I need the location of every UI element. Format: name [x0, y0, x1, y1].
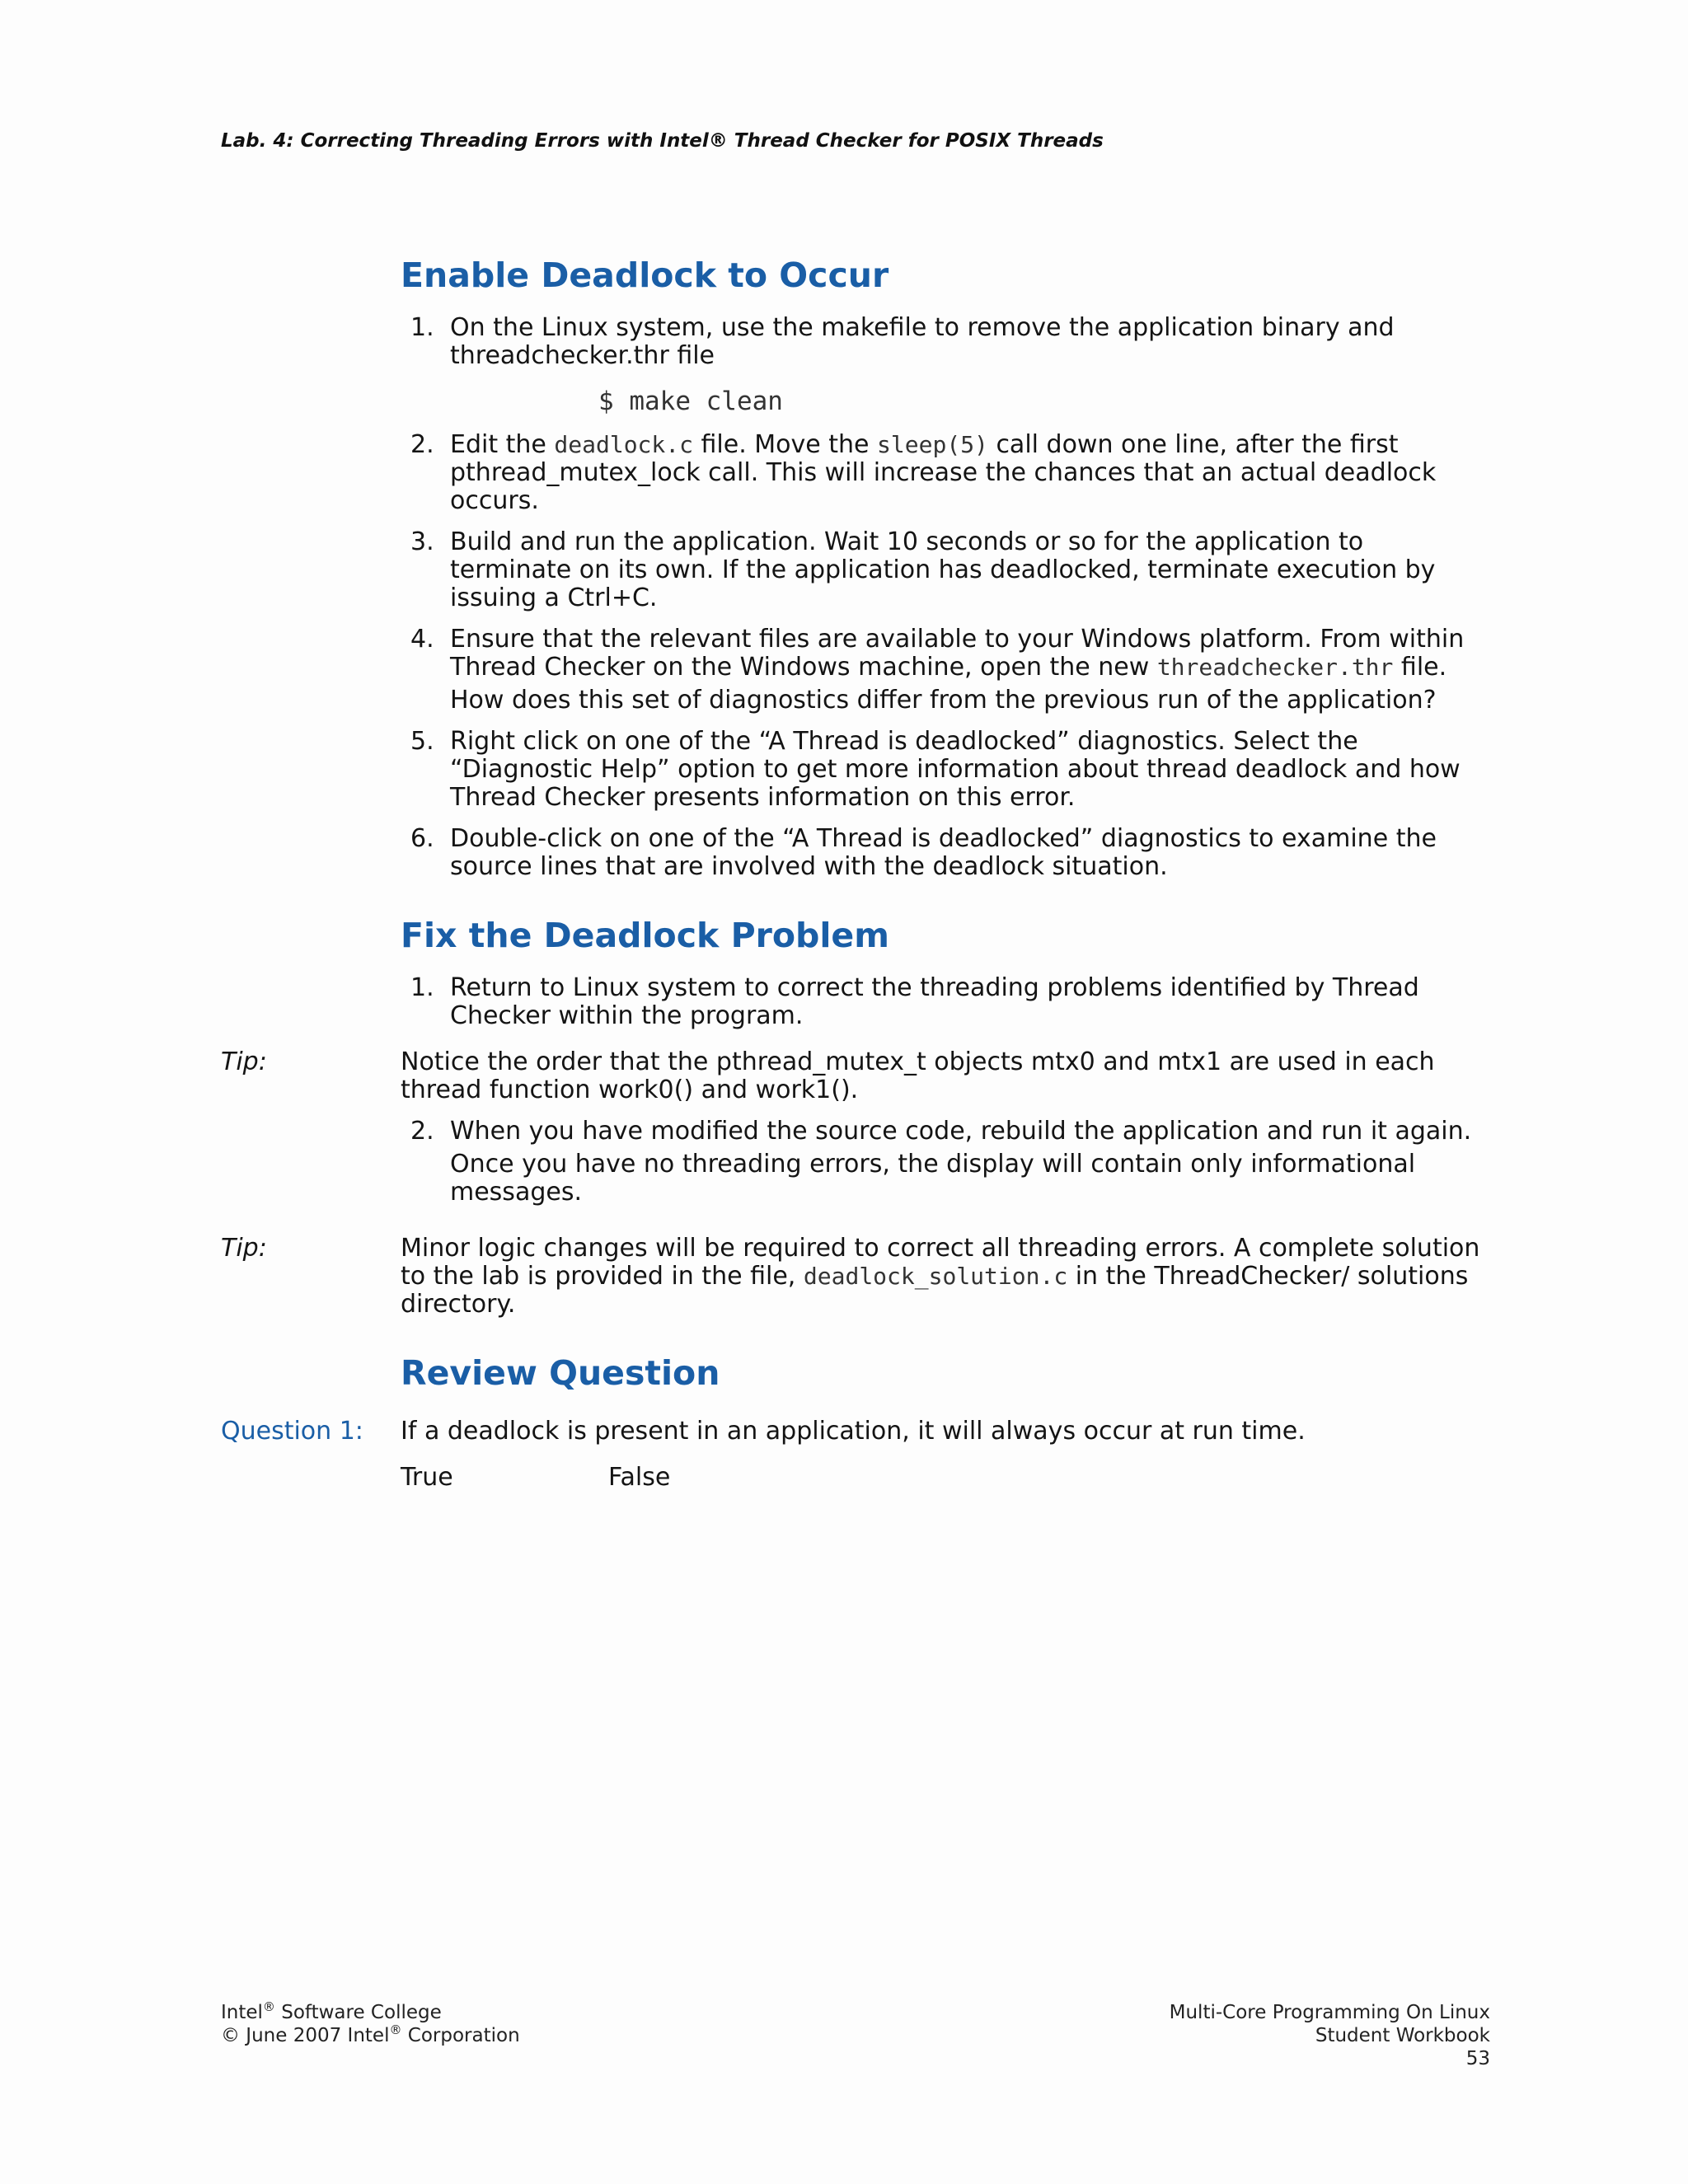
step-5: [401, 728, 1489, 812]
code-filename: threadchecker.thr: [1156, 654, 1394, 682]
tip-text-pre: Minor logic changes will be required to correct all threading errors. A complete solution to the lab is provided in the file,: [401, 1234, 1480, 1291]
page-number: 53: [1465, 2048, 1490, 2069]
footer-workbook: Student Workbook: [1315, 2025, 1490, 2046]
code-filename: deadlock_solution.c: [803, 1263, 1068, 1291]
footer-corporation: Corporation: [401, 2025, 520, 2046]
footer-college-text: Software College: [274, 2002, 442, 2023]
step-text: On the Linux system, use the makefile to remove the application binary and threadchecker.thr file: [450, 313, 1395, 371]
step-1: [401, 974, 1489, 1030]
step-number: 1.: [410, 313, 434, 343]
step-text: When you have modified the source code, rebuild the application and run it again.: [450, 1117, 1472, 1146]
step-text: Return to Linux system to correct the threading problems identified by Thread Checker within the program.: [450, 973, 1419, 1031]
tip-text: Notice the order that the pthread_mutex_t objects mtx0 and mtx1 are used in each thread function work0() and work1().: [401, 1047, 1435, 1105]
step-2: [401, 1118, 1489, 1207]
step-question: How does this set of diagnostics differ from the previous run of the application?: [450, 686, 1437, 715]
step-text-post: call down one line, after the first pthread_mutex_lock call. This will increase the chances that an actual deadlock occurs.: [450, 430, 1437, 516]
step-text: Right click on one of the “A Thread is deadlocked” diagnostics. Select the “Diagnostic Help” option to get more information about thread deadlock and how Thread Checker presents information on this error.: [450, 727, 1461, 813]
footer-copyright-text: © June 2007 Intel: [221, 2025, 390, 2046]
step-text: Double-click on one of the “A Thread is deadlocked” diagnostics to examine the source lines that are involved with the deadlock situation.: [450, 824, 1437, 882]
step-1: [401, 314, 1489, 370]
step-text-pre: Edit the: [450, 430, 555, 460]
section-heading-fix-deadlock: Fix the Deadlock Problem: [401, 916, 889, 956]
step-4: [401, 626, 1489, 715]
step-number: 1.: [410, 973, 434, 1003]
registered-mark: ®: [262, 1999, 275, 2014]
step-text-post: file.: [1393, 653, 1447, 682]
code-call: sleep(5): [877, 431, 988, 459]
footer-copyright: [221, 2024, 520, 2047]
step-text: Build and run the application. Wait 10 seconds or so for the application to terminate on its own. If the application has deadlocked, terminate execution by issuing a Ctrl+C.: [450, 527, 1436, 613]
question-text: If a deadlock is present in an application, it will always occur at run time.: [401, 1416, 1306, 1446]
step-6: [401, 825, 1489, 881]
page-header: Lab. 4: Correcting Threading Errors with Intel® Thread Checker for POSIX Threads: [221, 130, 1104, 152]
step-text-mid: file. Move the: [692, 430, 878, 460]
main-content: [221, 255, 1489, 1492]
footer-college: [221, 2001, 520, 2024]
answer-true: True: [401, 1462, 453, 1492]
section-heading-enable-deadlock: Enable Deadlock to Occur: [401, 255, 889, 295]
review-question-1: [221, 1416, 1489, 1446]
step-3: [401, 528, 1489, 612]
step-number: 4.: [410, 625, 434, 654]
answer-false: False: [608, 1462, 671, 1492]
answer-options: [401, 1464, 1489, 1492]
step-2: [401, 431, 1489, 515]
tip-1: [221, 1047, 1489, 1105]
tip-label: Tip:: [221, 1234, 267, 1263]
tip-text-post: in the ThreadChecker/ solutions directory.: [401, 1262, 1469, 1319]
footer-left: [221, 2001, 520, 2047]
tip-label: Tip:: [221, 1047, 267, 1077]
step-number: 6.: [410, 824, 434, 854]
code-filename: deadlock.c: [554, 431, 693, 459]
tip-2: [221, 1234, 1489, 1319]
footer-course: Multi-Core Programming On Linux: [1169, 2002, 1490, 2023]
question-label: Question 1:: [221, 1416, 363, 1446]
footer-right: [1170, 2001, 1490, 2070]
registered-mark: ®: [389, 2022, 402, 2037]
section-heading-review-question: Review Question: [401, 1353, 720, 1394]
step-note: Once you have no threading errors, the display will contain only informational messages.: [450, 1150, 1416, 1207]
step-number: 5.: [410, 727, 434, 757]
step-number: 2.: [410, 430, 434, 460]
footer-intel: Intel: [221, 2002, 263, 2023]
step-text-pre: Ensure that the relevant files are available to your Windows platform. From within Thread Checker on the Windows machine, open the new: [450, 625, 1465, 682]
step-number: 3.: [410, 527, 434, 557]
command-make-clean: $ make clean: [598, 387, 783, 417]
step-number: 2.: [410, 1117, 434, 1146]
